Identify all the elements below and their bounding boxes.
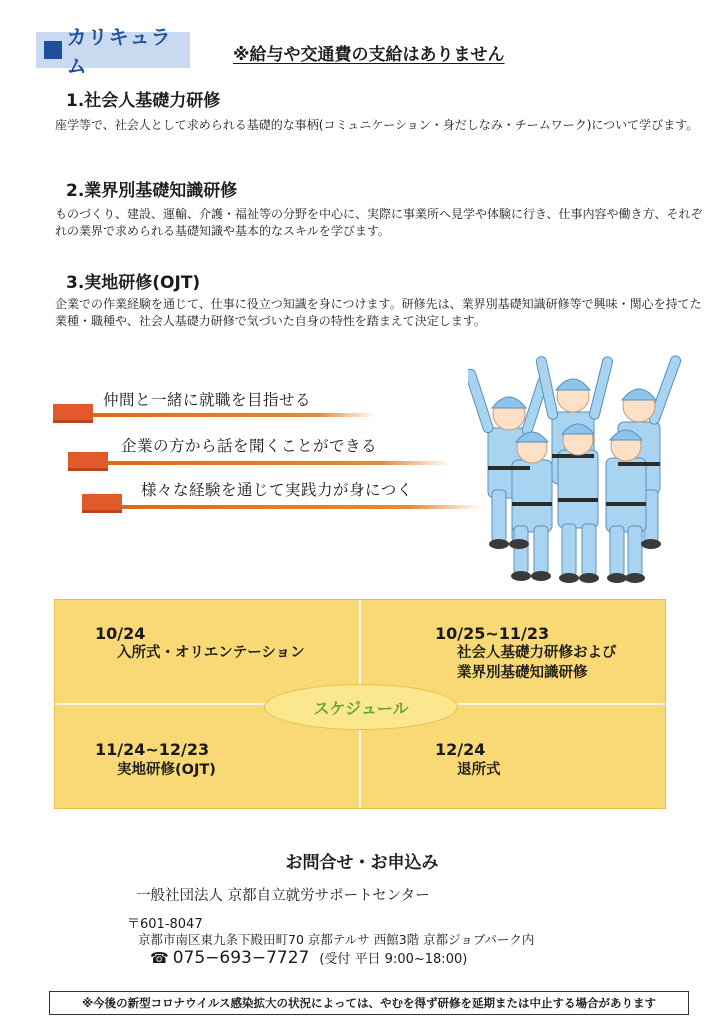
section-title-1: 1.社会人基礎力研修 — [66, 91, 221, 111]
organization-name: 一般社団法人 京都自立就労サポートセンター — [136, 888, 430, 904]
feature-box-icon-3 — [82, 494, 122, 513]
curriculum-label: カリキュラム — [66, 25, 172, 78]
feature-underline-1 — [86, 413, 376, 417]
feature-text-2: 企業の方から話を聞くことができる — [121, 437, 378, 455]
schedule-desc-2b: 業界別基礎知識研修 — [457, 665, 588, 681]
section-body-1: 座学等で、社会人として求められる基礎的な事柄(コミュニケーション・身だしなみ・チームワーク)について学びます。 — [55, 118, 699, 132]
phone-icon: ☎ — [150, 949, 169, 967]
contact-title: お問合せ・お申込み — [285, 853, 439, 873]
section-title-3: 3.実地研修(OJT) — [66, 273, 201, 293]
schedule-desc-4: 退所式 — [457, 762, 501, 778]
schedule-desc-1: 入所式・オリエンテーション — [117, 645, 305, 661]
phone-number[interactable]: 075−693−7727 — [172, 948, 310, 968]
schedule-desc-2a: 社会人基礎力研修および — [457, 645, 617, 661]
section-title-2: 2.業界別基礎知識研修 — [66, 181, 238, 201]
schedule-date-1: 10/24 — [95, 624, 146, 643]
schedule-label: スケジュール — [313, 698, 409, 718]
feature-text-3: 様々な経験を通じて実践力が身につく — [141, 481, 413, 499]
feature-text-1: 仲間と一緒に就職を目指せる — [103, 391, 312, 409]
feature-box-icon-1 — [53, 404, 93, 423]
workers-illustration — [468, 350, 712, 586]
schedule-label-oval — [264, 684, 458, 730]
section-body-2: ものづくり、建設、運輸、介護・福祉等の分野を中心に、実際に事業所へ見学や体験に行き、仕事内容や働き方、それぞれの業界で求められる基礎知識や基本的なスキルを学びます。 — [55, 207, 703, 238]
reception-hours: (受付 平日 9:00~18:00) — [319, 952, 468, 967]
feature-underline-3 — [113, 505, 483, 509]
schedule-date-4: 12/24 — [435, 740, 486, 759]
schedule-box — [54, 599, 666, 809]
feature-box-icon-2 — [68, 452, 108, 471]
schedule-date-3: 11/24~12/23 — [95, 740, 210, 759]
square-icon — [44, 41, 62, 59]
telephone-line — [150, 948, 467, 968]
covid-notice: ※今後の新型コロナウイルス感染拡大の状況によっては、やむを得ず研修を延期または中止する場合があります — [49, 991, 689, 1015]
feature-underline-2 — [101, 461, 451, 465]
curriculum-badge — [36, 25, 190, 78]
postal-code: 〒601-8047 — [127, 917, 203, 932]
schedule-desc-3: 実地研修(OJT) — [117, 762, 216, 778]
no-salary-notice: ※給与や交通費の支給はありません — [233, 45, 505, 65]
address: 京都市南区東九条下殿田町70 京都テルサ 西館3階 京都ジョブパーク内 — [138, 932, 535, 947]
section-body-3: 企業での作業経験を通じて、仕事に役立つ知識を身につけます。研修先は、業界別基礎知識研修等で興味・関心を持てた業種・職種や、社会人基礎力研修で気づいた自身の特性を踏まえて決定します。 — [55, 297, 702, 328]
schedule-date-2: 10/25~11/23 — [435, 624, 550, 643]
